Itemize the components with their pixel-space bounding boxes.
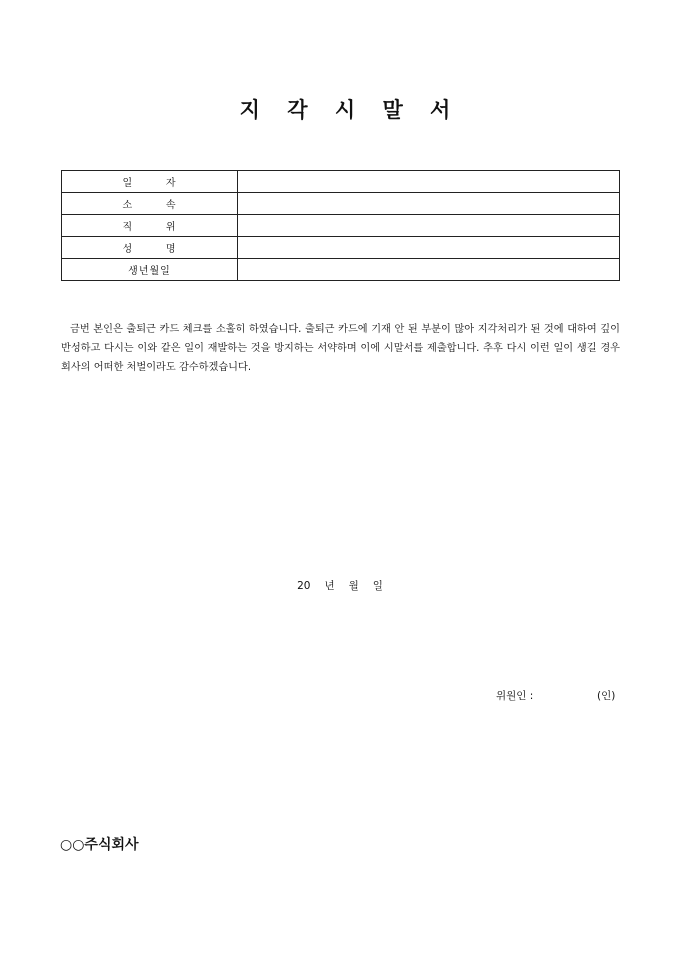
table-row [62, 171, 620, 193]
table-row [62, 193, 620, 215]
field-value-position[interactable] [238, 215, 620, 237]
statement-body: 금번 본인은 출퇴근 카드 체크를 소홀히 하였습니다. 출퇴근 카드에 기재 안 된 부분이 많아 지각처리가 된 것에 대하여 깊이 반성하고 다시는 이와 같은 일이 재발하는 것을 방지하는 서약하며 이에 시말서를 제출합니다. 추후 다시 이런 일이 생길 경우 회사의 어떠한 처벌이라도 감수하겠습니다. [61, 324, 620, 373]
year-prefix: 20 [297, 580, 311, 592]
table-row [62, 237, 620, 259]
signer-line [496, 688, 616, 703]
table-row [62, 215, 620, 237]
table-row [62, 259, 620, 281]
field-value-name[interactable] [238, 237, 620, 259]
info-table [61, 170, 620, 281]
field-value-birthdate[interactable] [238, 259, 620, 281]
month-unit: 월 [348, 580, 359, 592]
field-label-date: 일 자 [62, 171, 238, 193]
day-unit: 일 [372, 580, 383, 592]
seal-mark: (인) [597, 690, 616, 702]
year-unit: 년 [324, 580, 335, 592]
company-name: ○○주식회사 [60, 837, 139, 853]
field-label-position: 직 위 [62, 215, 238, 237]
field-label-name: 성 명 [62, 237, 238, 259]
field-value-date[interactable] [238, 171, 620, 193]
signer-label: 위원인 : [496, 690, 534, 702]
field-label-department: 소 속 [62, 193, 238, 215]
date-line [0, 578, 680, 593]
field-label-birthdate: 생년월일 [62, 259, 238, 281]
field-value-department[interactable] [238, 193, 620, 215]
document-title: 지 각 시 말 서 [239, 98, 461, 122]
